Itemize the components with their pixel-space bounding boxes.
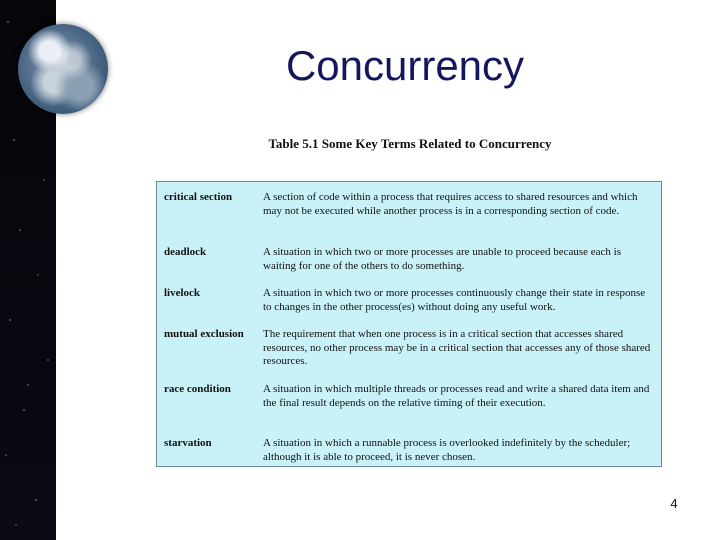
term-label: livelock xyxy=(164,287,201,299)
term-definition: A section of code within a process that requires access to shared resources and which may not be executed while another process is in a corresponding section of code. xyxy=(263,191,638,217)
term-definition: The requirement that when one process is in a critical section that accesses shared resources, no other process may be in a critical section that accesses any of those shared resources. xyxy=(263,328,651,367)
earth-globe-image xyxy=(18,24,108,114)
term-label: mutual exclusion xyxy=(164,328,244,340)
page-number: 4 xyxy=(670,496,678,511)
slide-title: Concurrency xyxy=(285,42,525,89)
term-definition: A situation in which two or more processes continuously change their state in response to changes in the other process(es) without doing any useful work. xyxy=(263,287,646,313)
term-definition: A situation in which two or more processes are unable to proceed because each is waiting for one of the others to do something. xyxy=(263,246,621,272)
key-terms-table xyxy=(156,181,662,467)
term-label: deadlock xyxy=(164,246,207,258)
term-definition: A situation in which multiple threads or processes read and write a shared data item and the final result depends on the relative timing of their execution. xyxy=(263,383,650,409)
term-label: starvation xyxy=(164,437,212,449)
term-definition: A situation in which a runnable process is overlooked indefinitely by the scheduler; although it is able to proceed, it is never chosen. xyxy=(263,437,631,463)
term-label: race condition xyxy=(164,383,231,395)
term-label: critical section xyxy=(164,191,233,203)
table-caption: Table 5.1 Some Key Terms Related to Concurrency xyxy=(268,136,552,151)
